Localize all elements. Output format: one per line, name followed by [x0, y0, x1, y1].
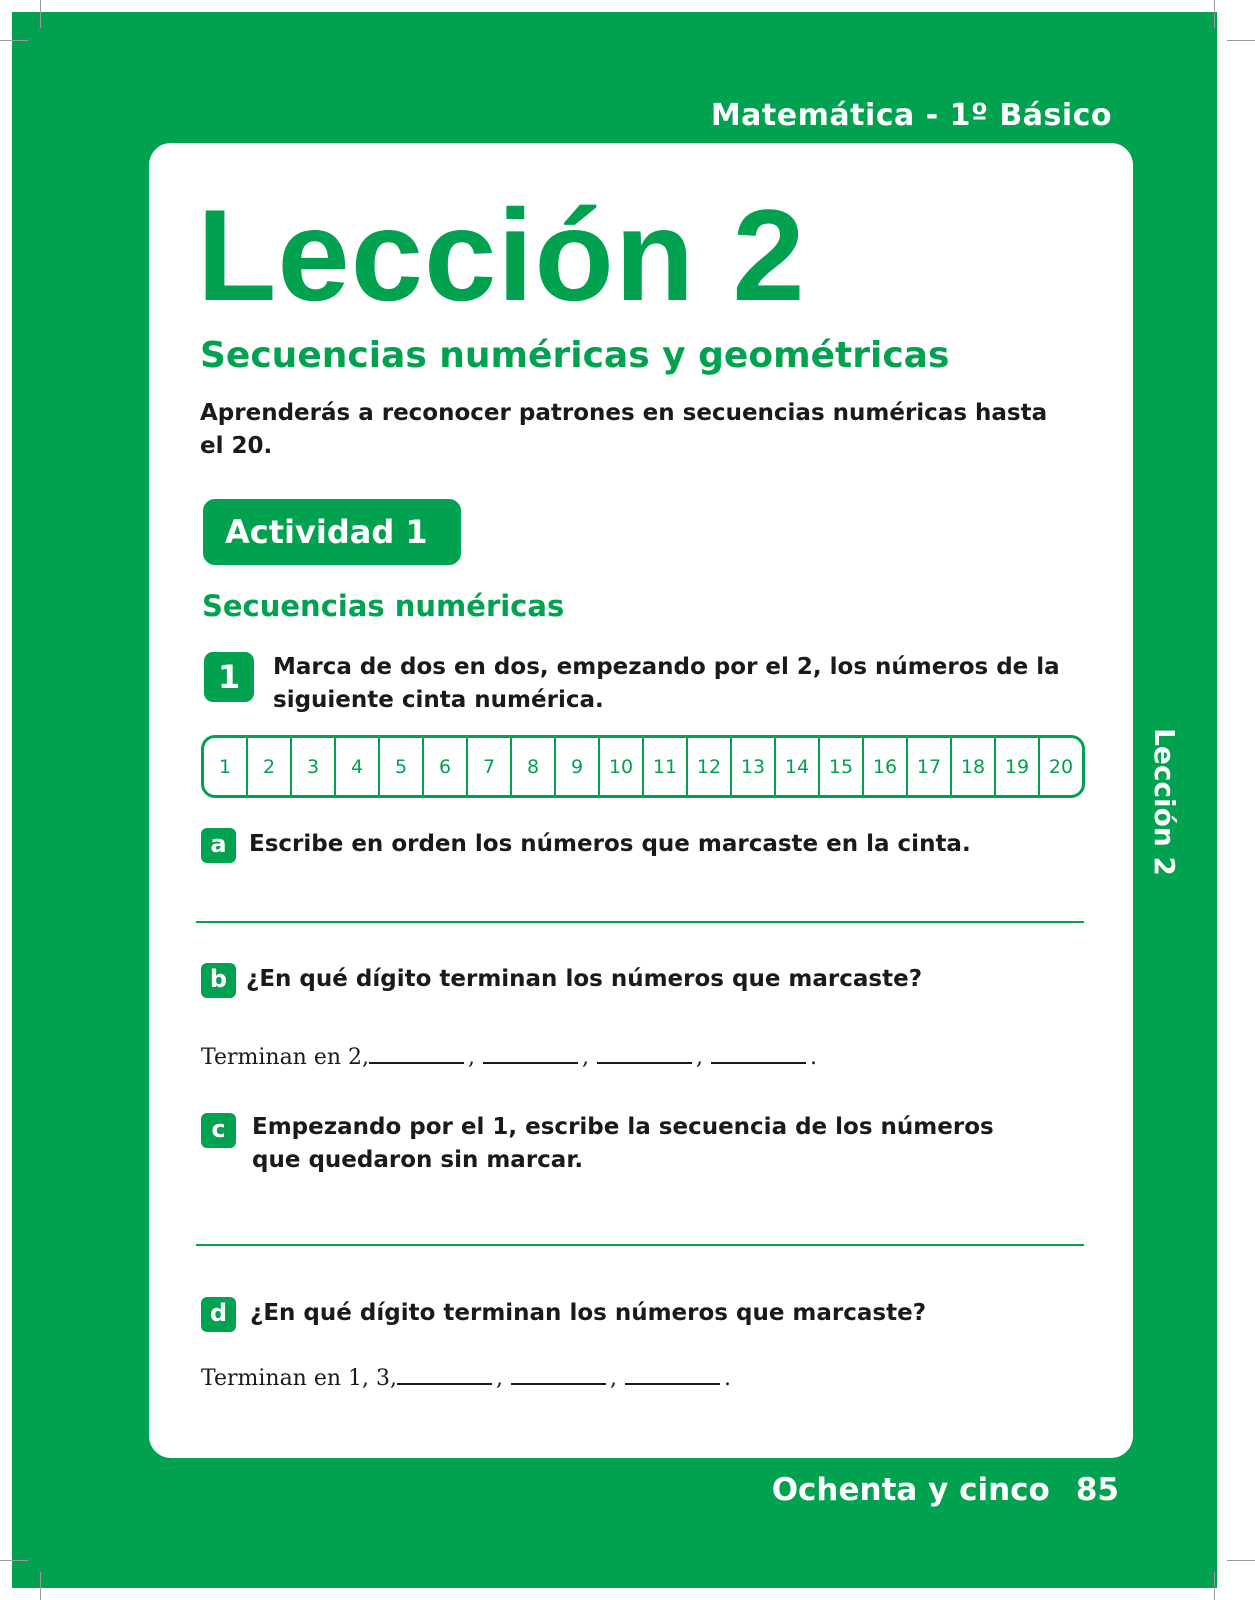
crop-mark	[40, 1572, 41, 1600]
crop-mark	[0, 40, 28, 41]
tape-cell-4[interactable]: 4	[336, 738, 380, 795]
tape-cell-15[interactable]: 15	[820, 738, 864, 795]
item-a-badge: a	[201, 828, 236, 863]
item-c-text: Empezando por el 1, escribe la secuencia de los números que quedaron sin marcar.	[252, 1114, 994, 1173]
subject-header: Matemática - 1º Básico	[710, 98, 1112, 133]
item-b-badge: b	[201, 963, 236, 998]
question-text: Marca de dos en dos, empezando por el 2, los números de la siguiente cinta numérica.	[273, 654, 1060, 713]
tape-cell-13[interactable]: 13	[732, 738, 776, 795]
tape-cell-12[interactable]: 12	[688, 738, 732, 795]
crop-mark	[1227, 40, 1255, 41]
tape-cell-6[interactable]: 6	[424, 738, 468, 795]
item-c-answer-line[interactable]	[196, 1244, 1084, 1246]
tape-cell-16[interactable]: 16	[864, 738, 908, 795]
lesson-title: Lección 2	[197, 182, 806, 328]
crop-mark	[1227, 1560, 1255, 1561]
answer-blank[interactable]	[597, 1042, 692, 1064]
tape-cell-14[interactable]: 14	[776, 738, 820, 795]
page-number-words: Ochenta y cinco	[771, 1472, 1050, 1508]
crop-mark	[40, 0, 41, 28]
answer-blank[interactable]	[397, 1363, 492, 1385]
item-a-answer-line[interactable]	[196, 921, 1084, 923]
item-d-badge: d	[201, 1297, 236, 1332]
lesson-subtitle: Secuencias numéricas y geométricas	[200, 335, 950, 376]
item-a-text: Escribe en orden los números que marcaste en la cinta.	[249, 831, 971, 857]
section-title: Secuencias numéricas	[202, 589, 565, 623]
item-b-answer-prefix: Terminan en 2,	[201, 1045, 370, 1070]
crop-mark	[1214, 1572, 1215, 1600]
activity-label: Actividad 1	[203, 499, 461, 565]
answer-blank[interactable]	[625, 1363, 720, 1385]
tape-cell-2[interactable]: 2	[248, 738, 292, 795]
tape-cell-17[interactable]: 17	[908, 738, 952, 795]
crop-mark	[1214, 0, 1215, 28]
side-lesson-tab: Lección 2	[1148, 728, 1181, 877]
lesson-intro: Aprenderás a reconocer patrones en secuencias numéricas hasta el 20.	[200, 400, 1048, 459]
page-footer	[772, 1472, 1119, 1508]
tape-cell-8[interactable]: 8	[512, 738, 556, 795]
answer-blank[interactable]	[483, 1042, 578, 1064]
tape-cell-11[interactable]: 11	[644, 738, 688, 795]
item-b-text: ¿En qué dígito terminan los números que marcaste?	[246, 966, 923, 992]
answer-blank[interactable]	[711, 1042, 806, 1064]
crop-mark	[0, 1560, 28, 1561]
item-d-answer: Terminan en 1, 3, , , .	[201, 1363, 739, 1391]
item-d-text: ¿En qué dígito terminan los números que marcaste?	[250, 1300, 927, 1326]
answer-blank[interactable]	[369, 1042, 464, 1064]
tape-cell-10[interactable]: 10	[600, 738, 644, 795]
item-b-answer: Terminan en 2, , , , .	[201, 1042, 825, 1070]
question-number-badge: 1	[204, 652, 254, 702]
number-tape	[201, 735, 1085, 798]
tape-cell-19[interactable]: 19	[996, 738, 1040, 795]
tape-cell-9[interactable]: 9	[556, 738, 600, 795]
tape-cell-18[interactable]: 18	[952, 738, 996, 795]
tape-cell-20[interactable]: 20	[1048, 755, 1074, 778]
page-number: 85	[1075, 1472, 1119, 1508]
item-c-badge: c	[201, 1113, 236, 1148]
tape-cell-7[interactable]: 7	[468, 738, 512, 795]
item-d-answer-prefix: Terminan en 1, 3,	[201, 1366, 398, 1391]
tape-cell-1[interactable]: 1	[204, 738, 248, 795]
tape-cell-3[interactable]: 3	[292, 738, 336, 795]
answer-blank[interactable]	[511, 1363, 606, 1385]
tape-cell-5[interactable]: 5	[380, 738, 424, 795]
